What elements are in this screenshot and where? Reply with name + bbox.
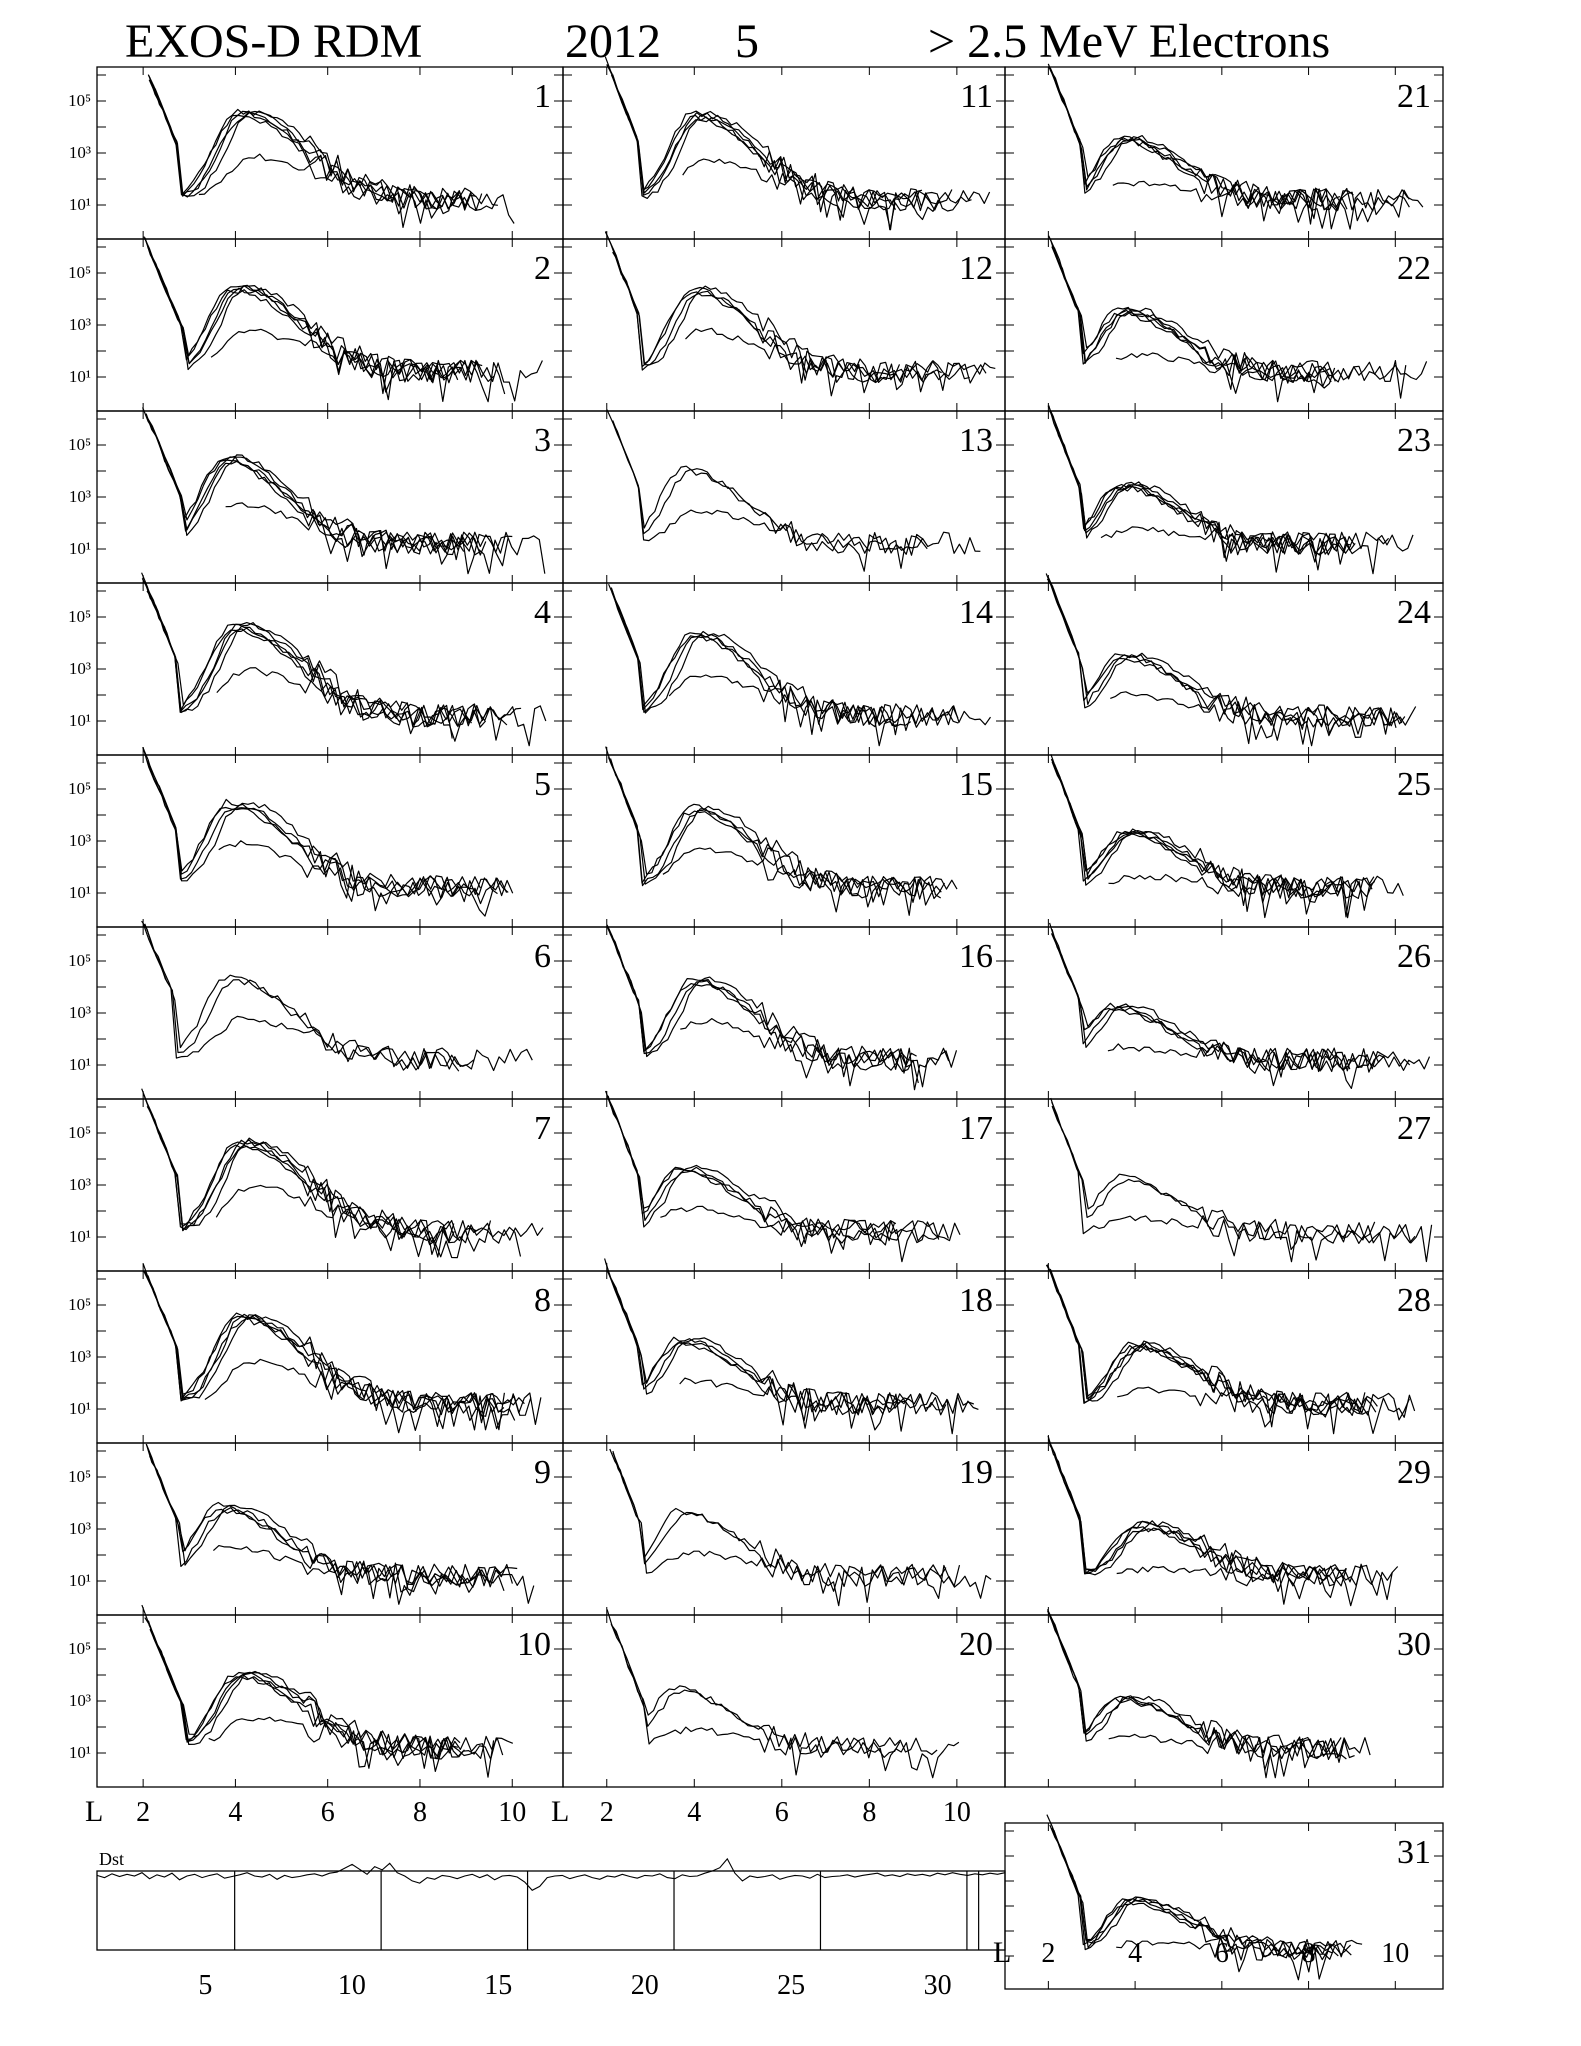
flux-panel-day-23 bbox=[1005, 406, 1443, 584]
panel-frame bbox=[563, 1099, 1005, 1271]
flux-panel-day-28 bbox=[1005, 1265, 1443, 1444]
flux-series-line bbox=[606, 747, 916, 897]
flux-series-line bbox=[1050, 1615, 1341, 1776]
x-tick-label: 10 bbox=[942, 1797, 971, 1828]
y-tick-label: 10³ bbox=[68, 659, 91, 678]
y-tick-label: 10⁵ bbox=[68, 951, 91, 970]
panel-frame bbox=[97, 927, 563, 1099]
flux-series-line bbox=[144, 237, 543, 402]
x-tick-label: 10 bbox=[1381, 1938, 1410, 1969]
panel-frame bbox=[563, 411, 1005, 583]
flux-series-line bbox=[1108, 1044, 1410, 1072]
panel-day-label: 25 bbox=[1397, 766, 1431, 803]
flux-panel-day-19 bbox=[563, 1443, 1005, 1615]
flux-series-line bbox=[217, 668, 472, 742]
flux-series-line bbox=[142, 578, 485, 727]
panel-frame bbox=[1005, 1099, 1443, 1271]
y-tick-label: 10³ bbox=[68, 1691, 91, 1710]
dst-panel bbox=[97, 1849, 1005, 2001]
dst-label: Dst bbox=[99, 1849, 125, 1869]
flux-series-line bbox=[205, 1359, 504, 1432]
panel-day-label: 6 bbox=[534, 938, 551, 975]
y-tick-label: 10³ bbox=[68, 1003, 91, 1022]
flux-panel-day-18 bbox=[563, 1259, 1005, 1444]
panel-day-label: 26 bbox=[1397, 938, 1431, 975]
panel-day-label: 2 bbox=[534, 250, 551, 287]
flux-panel-day-16 bbox=[563, 925, 1005, 1099]
flux-series-line bbox=[686, 328, 996, 392]
flux-series-line bbox=[606, 232, 942, 392]
flux-panel-day-26 bbox=[1005, 923, 1443, 1099]
panel-frame bbox=[563, 755, 1005, 927]
dst-tick-label: 30 bbox=[923, 1970, 952, 2001]
x-tick-label: 4 bbox=[228, 1797, 243, 1828]
y-tick-label: 10³ bbox=[68, 1175, 91, 1194]
panel-day-label: 8 bbox=[534, 1282, 551, 1319]
panel-frame bbox=[97, 67, 563, 239]
flux-series-line bbox=[149, 1624, 465, 1767]
flux-panel-day-4 bbox=[68, 573, 563, 755]
y-tick-label: 10¹ bbox=[68, 1399, 91, 1418]
title-year: 2012 bbox=[565, 15, 661, 68]
panel-frame bbox=[563, 583, 1005, 755]
flux-series-line bbox=[1048, 64, 1423, 229]
flux-series-line bbox=[149, 76, 514, 224]
flux-series-line bbox=[612, 592, 959, 735]
panel-day-label: 13 bbox=[959, 422, 993, 459]
panel-frame bbox=[563, 1615, 1005, 1787]
y-tick-label: 10³ bbox=[68, 487, 91, 506]
y-tick-label: 10³ bbox=[68, 1347, 91, 1366]
flux-series-line bbox=[144, 1271, 515, 1428]
x-tick-label: 8 bbox=[412, 1797, 427, 1828]
flux-series-line bbox=[613, 1451, 960, 1606]
panel-frame bbox=[97, 755, 563, 927]
panel-frame bbox=[563, 927, 1005, 1099]
panel-day-label: 9 bbox=[534, 1454, 551, 1491]
panel-day-label: 10 bbox=[517, 1626, 551, 1663]
flux-panel-day-12 bbox=[563, 232, 1005, 412]
panel-frame bbox=[563, 1443, 1005, 1615]
flux-series-line bbox=[199, 154, 498, 210]
panel-day-label: 5 bbox=[534, 766, 551, 803]
panel-day-label: 22 bbox=[1397, 250, 1431, 287]
flux-series-line bbox=[148, 1275, 525, 1424]
flux-panel-day-3 bbox=[68, 407, 563, 583]
panel-day-label: 30 bbox=[1397, 1626, 1431, 1663]
y-tick-label: 10³ bbox=[68, 315, 91, 334]
panel-day-label: 27 bbox=[1397, 1110, 1431, 1147]
panel-day-label: 16 bbox=[959, 938, 993, 975]
flux-panel-day-20 bbox=[563, 1609, 1005, 1787]
flux-series-line bbox=[610, 933, 957, 1089]
x-tick-label: 2 bbox=[136, 1797, 151, 1828]
flux-series-line bbox=[607, 410, 927, 555]
flux-series-line bbox=[610, 1449, 946, 1602]
flux-series-line bbox=[1054, 248, 1335, 382]
panel-day-label: 7 bbox=[534, 1110, 551, 1147]
flux-series-line bbox=[1116, 353, 1335, 393]
flux-series-line bbox=[611, 1624, 900, 1757]
panel-frame bbox=[1005, 1443, 1443, 1615]
x-tick-label: 2 bbox=[1041, 1938, 1056, 1969]
flux-series-line bbox=[142, 921, 474, 1069]
flux-series-line bbox=[143, 748, 497, 905]
dst-tick-label: 15 bbox=[484, 1970, 513, 2001]
flux-series-line bbox=[605, 57, 952, 212]
flux-series-line bbox=[1046, 1265, 1358, 1427]
flux-series-line bbox=[1053, 416, 1355, 572]
x-tick-label: 6 bbox=[320, 1797, 335, 1828]
flux-panel-day-11 bbox=[563, 57, 1005, 239]
dst-tick-label: 20 bbox=[630, 1970, 659, 2001]
flux-series-line bbox=[608, 1096, 960, 1241]
panel-frame bbox=[97, 1099, 563, 1271]
flux-panel-day-6 bbox=[68, 921, 563, 1099]
flux-series-line bbox=[1048, 1611, 1355, 1763]
y-tick-label: 10⁵ bbox=[68, 1123, 91, 1142]
panel-day-label: 4 bbox=[534, 594, 551, 631]
x-axis-label: L bbox=[85, 1795, 104, 1828]
flux-series-line bbox=[146, 1444, 517, 1598]
flux-series-line bbox=[607, 1609, 959, 1777]
flux-panel-day-14 bbox=[563, 583, 1005, 755]
flux-series-line bbox=[216, 1185, 543, 1257]
x-tick-label: 8 bbox=[862, 1797, 877, 1828]
flux-series-line bbox=[607, 1096, 948, 1249]
y-tick-label: 10⁵ bbox=[68, 607, 91, 626]
title-instrument: EXOS-D RDM bbox=[125, 15, 423, 68]
flux-series-line bbox=[148, 762, 508, 911]
flux-series-line bbox=[148, 1277, 541, 1430]
panel-day-label: 14 bbox=[959, 594, 993, 631]
flux-panel-day-2 bbox=[68, 237, 563, 412]
flux-series-line bbox=[148, 1448, 486, 1595]
y-tick-label: 10¹ bbox=[68, 711, 91, 730]
flux-panel-day-21 bbox=[1005, 64, 1443, 239]
dst-tick-label: 25 bbox=[777, 1970, 806, 2001]
panel-day-label: 3 bbox=[534, 422, 551, 459]
flux-series-line bbox=[607, 925, 912, 1067]
flux-panel-day-7 bbox=[68, 1089, 563, 1271]
y-tick-label: 10¹ bbox=[68, 367, 91, 386]
flux-series-line bbox=[147, 760, 513, 916]
x-tick-label: 6 bbox=[774, 1797, 789, 1828]
flux-series-line bbox=[226, 503, 464, 562]
flux-series-line bbox=[607, 1270, 906, 1431]
x-axis-col1 bbox=[85, 1795, 526, 1828]
flux-panel-day-17 bbox=[563, 1091, 1005, 1271]
y-tick-label: 10¹ bbox=[68, 883, 91, 902]
flux-panel-day-15 bbox=[563, 747, 1005, 927]
flux-panel-day-27 bbox=[1005, 1098, 1443, 1271]
flux-panel-day-9 bbox=[68, 1443, 563, 1615]
flux-series-line bbox=[1049, 411, 1335, 563]
y-tick-label: 10⁵ bbox=[68, 435, 91, 454]
dst-series-line bbox=[97, 1859, 1005, 1890]
flux-series-line bbox=[606, 1091, 895, 1253]
panel-frame bbox=[1005, 927, 1443, 1099]
panel-frame bbox=[1005, 239, 1443, 411]
dst-frame bbox=[97, 1871, 1005, 1950]
flux-series-line bbox=[142, 1089, 480, 1258]
flux-series-line bbox=[613, 421, 981, 554]
flux-series-line bbox=[1050, 1445, 1347, 1604]
flux-series-line bbox=[1053, 1280, 1376, 1427]
flux-series-line bbox=[145, 581, 521, 725]
flux-series-line bbox=[1052, 1102, 1432, 1262]
flux-series-line bbox=[1110, 692, 1402, 744]
panel-day-label: 18 bbox=[959, 1282, 993, 1319]
dst-tick-label: 10 bbox=[337, 1970, 366, 2001]
flux-series-line bbox=[1047, 579, 1396, 734]
panel-frame bbox=[97, 239, 563, 411]
flux-series-line bbox=[1047, 1815, 1338, 1959]
title-month: 5 bbox=[735, 15, 759, 68]
flux-series-line bbox=[150, 1110, 455, 1243]
panel-day-label: 23 bbox=[1397, 422, 1431, 459]
panel-frame bbox=[1005, 1615, 1443, 1787]
y-tick-label: 10¹ bbox=[68, 1571, 91, 1590]
flux-series-line bbox=[612, 421, 922, 572]
flux-panel-day-22 bbox=[1005, 236, 1443, 411]
flux-panel-day-30 bbox=[1005, 1609, 1443, 1787]
flux-series-line bbox=[1047, 1265, 1365, 1434]
x-tick-label: 4 bbox=[687, 1797, 702, 1828]
flux-series-line bbox=[145, 924, 533, 1071]
y-tick-label: 10⁵ bbox=[68, 1467, 91, 1486]
y-tick-label: 10³ bbox=[68, 831, 91, 850]
flux-series-line bbox=[145, 238, 494, 382]
y-tick-label: 10³ bbox=[68, 143, 91, 162]
x-tick-label: 4 bbox=[1128, 1938, 1143, 1969]
y-tick-label: 10⁵ bbox=[68, 779, 91, 798]
flux-series-line bbox=[147, 1106, 490, 1251]
flux-panel-day-29 bbox=[1005, 1436, 1443, 1615]
flux-panel-day-5 bbox=[68, 747, 563, 927]
x-axis-col2 bbox=[551, 1795, 971, 1828]
flux-series-line bbox=[148, 1621, 502, 1759]
panel-day-label: 15 bbox=[959, 766, 993, 803]
flux-series-line bbox=[610, 761, 941, 915]
panel-frame bbox=[97, 411, 563, 583]
panel-frame bbox=[563, 67, 1005, 239]
panel-frame bbox=[1005, 755, 1443, 927]
y-tick-label: 10¹ bbox=[68, 195, 91, 214]
flux-series-line bbox=[613, 1453, 991, 1599]
y-tick-label: 10³ bbox=[68, 1519, 91, 1538]
flux-series-line bbox=[142, 1605, 513, 1771]
y-tick-label: 10⁵ bbox=[68, 263, 91, 282]
flux-series-line bbox=[660, 1206, 938, 1261]
panel-day-label: 12 bbox=[959, 250, 993, 287]
flux-panel-day-10 bbox=[68, 1605, 563, 1787]
y-tick-label: 10⁵ bbox=[68, 1639, 91, 1658]
panel-day-label: 19 bbox=[959, 1454, 993, 1491]
x-axis-label: L bbox=[551, 1795, 570, 1828]
flux-panel-day-13 bbox=[563, 410, 1005, 584]
panel-frame bbox=[97, 1615, 563, 1787]
flux-panel-day-24 bbox=[1005, 574, 1443, 756]
panel-day-label: 1 bbox=[534, 78, 551, 115]
panel-day-label: 29 bbox=[1397, 1454, 1431, 1491]
flux-series-line bbox=[1049, 1442, 1392, 1605]
title-energy: > 2.5 MeV Electrons bbox=[928, 15, 1331, 68]
y-tick-label: 10⁵ bbox=[68, 1295, 91, 1314]
panel-day-label: 31 bbox=[1397, 1834, 1431, 1871]
panel-frame bbox=[1005, 583, 1443, 755]
panel-day-label: 28 bbox=[1397, 1282, 1431, 1319]
x-axis-label: L bbox=[993, 1936, 1012, 1969]
flux-series-line bbox=[1048, 577, 1366, 740]
panel-day-label: 24 bbox=[1397, 594, 1431, 631]
flux-series-line bbox=[612, 1625, 938, 1758]
panel-frame bbox=[563, 239, 1005, 411]
flux-series-line bbox=[1048, 406, 1355, 553]
flux-panel-day-25 bbox=[1005, 754, 1443, 927]
panel-day-label: 11 bbox=[960, 78, 993, 115]
panel-day-label: 17 bbox=[959, 1110, 993, 1147]
panel-day-label: 21 bbox=[1397, 78, 1431, 115]
x-tick-label: 10 bbox=[498, 1797, 527, 1828]
y-tick-label: 10¹ bbox=[68, 539, 91, 558]
flux-series-line bbox=[1051, 1098, 1415, 1260]
flux-series-line bbox=[683, 159, 972, 220]
panel-day-label: 20 bbox=[959, 1626, 993, 1663]
flux-panel-day-8 bbox=[68, 1264, 563, 1443]
flux-series-line bbox=[1048, 1439, 1334, 1586]
flux-series-line bbox=[611, 588, 958, 732]
y-tick-label: 10¹ bbox=[68, 1743, 91, 1762]
x-tick-label: 6 bbox=[1214, 1938, 1229, 1969]
y-tick-label: 10¹ bbox=[68, 1227, 91, 1246]
flux-series-line bbox=[143, 924, 459, 1072]
flux-series-line bbox=[611, 758, 942, 907]
flux-series-line bbox=[613, 75, 939, 220]
flux-series-line bbox=[146, 414, 545, 574]
panel-frame bbox=[97, 1443, 563, 1615]
flux-series-line bbox=[1052, 1106, 1375, 1262]
flux-series-line bbox=[608, 757, 944, 902]
x-axis-col3 bbox=[993, 1936, 1409, 1969]
x-tick-label: 8 bbox=[1301, 1938, 1316, 1969]
x-tick-label: 2 bbox=[599, 1797, 614, 1828]
flux-series-line bbox=[1050, 68, 1409, 229]
y-tick-label: 10¹ bbox=[68, 1055, 91, 1074]
flux-series-line bbox=[1046, 574, 1416, 746]
flux-series-line bbox=[145, 1618, 494, 1778]
y-tick-label: 10⁵ bbox=[68, 91, 91, 110]
flux-series-line bbox=[1048, 1436, 1360, 1584]
flux-series-line bbox=[150, 77, 482, 210]
flux-series-line bbox=[150, 80, 466, 214]
flux-panel-day-1 bbox=[68, 67, 563, 239]
flux-series-line bbox=[606, 1262, 979, 1434]
dst-tick-label: 5 bbox=[198, 1970, 213, 2001]
